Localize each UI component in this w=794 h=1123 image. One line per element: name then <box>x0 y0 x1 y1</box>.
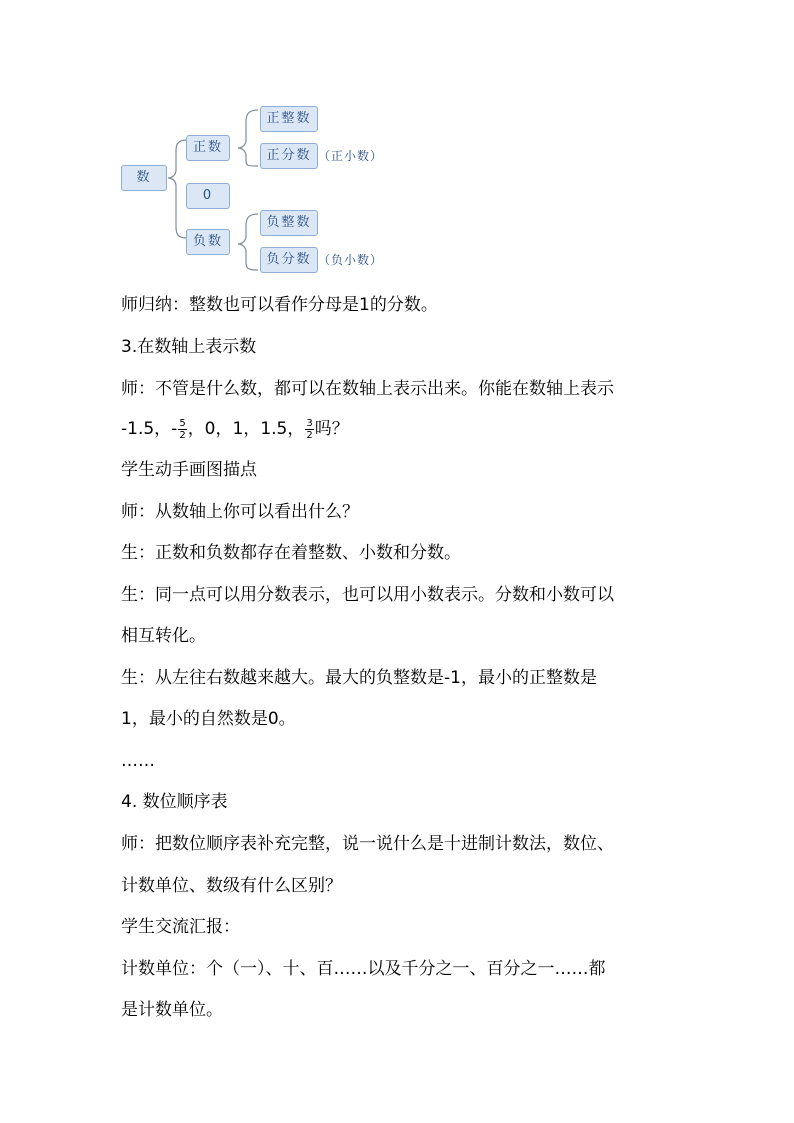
paragraph-teacher-ask: 师：从数轴上你可以看出什么？ <box>121 502 359 522</box>
fraction-denominator: 2 <box>179 429 186 441</box>
paragraph-counting-units: 计数单位：个（一）、十、百……以及千分之一、百分之一……都 <box>121 959 606 979</box>
paragraph-student-answer-2: 生：同一点可以用分数表示，也可以用小数表示。分数和小数可以 <box>121 585 614 605</box>
paragraph-student-answer-3: 生：从左往右数越来越大。最大的负整数是-1，最小的正整数是 <box>121 668 597 688</box>
node-positive-integer: 正整数 <box>260 106 318 132</box>
fraction-numerator: 3 <box>306 417 313 429</box>
fraction-numerator: 5 <box>179 417 186 429</box>
node-positive-fraction: 正分数 <box>260 143 318 169</box>
paragraph-teacher-question: 师：不管是什么数，都可以在数轴上表示出来。你能在数轴上表示 <box>121 379 614 399</box>
paragraph-teacher-task: 师：把数位顺序表补充完整，说一说什么是十进制计数法，数位、 <box>121 834 614 854</box>
diagram-connectors <box>0 0 794 290</box>
node-negative-integer: 负整数 <box>260 210 318 236</box>
positive-brace <box>238 110 258 166</box>
node-positive: 正数 <box>186 135 230 161</box>
paragraph-number-list <box>121 414 349 444</box>
section-heading-3: 3.在数轴上表示数 <box>121 337 257 357</box>
question-suffix: 吗？ <box>314 419 349 439</box>
paragraph-summary: 师归纳：整数也可以看作分母是1的分数。 <box>121 295 438 315</box>
section-heading-4: 4. 数位顺序表 <box>121 792 228 812</box>
node-negative-fraction: 负分数 <box>260 247 318 273</box>
node-zero: 0 <box>186 183 230 209</box>
note-positive-decimal: （正小数） <box>318 149 384 163</box>
paragraph-teacher-task-cont: 计数单位、数级有什么区别？ <box>121 876 342 896</box>
node-negative: 负数 <box>186 229 230 255</box>
paragraph-student-answer-2-cont: 相互转化。 <box>121 626 206 646</box>
fraction-5-2 <box>178 418 186 441</box>
root-brace <box>168 140 187 238</box>
minus-sign: - <box>171 419 178 439</box>
number-classification-diagram <box>0 0 794 290</box>
fraction-denominator: 2 <box>306 429 313 441</box>
paragraph-student-answer-1: 生：正数和负数都存在着整数、小数和分数。 <box>121 543 461 563</box>
note-negative-decimal: （负小数） <box>318 253 384 267</box>
value-list-middle: ，0，1，1.5， <box>187 419 305 439</box>
fraction-3-2 <box>305 418 313 441</box>
paragraph-student-answer-3-cont: 1，最小的自然数是0。 <box>121 709 296 729</box>
paragraph-student-report: 学生交流汇报： <box>121 917 240 937</box>
negative-brace <box>238 214 258 270</box>
ellipsis: …… <box>121 751 155 771</box>
paragraph-student-action: 学生动手画图描点 <box>121 460 257 480</box>
paragraph-counting-units-cont: 是计数单位。 <box>121 1000 223 1020</box>
value-neg-1-5: -1.5， <box>121 419 172 439</box>
node-number: 数 <box>121 165 167 191</box>
